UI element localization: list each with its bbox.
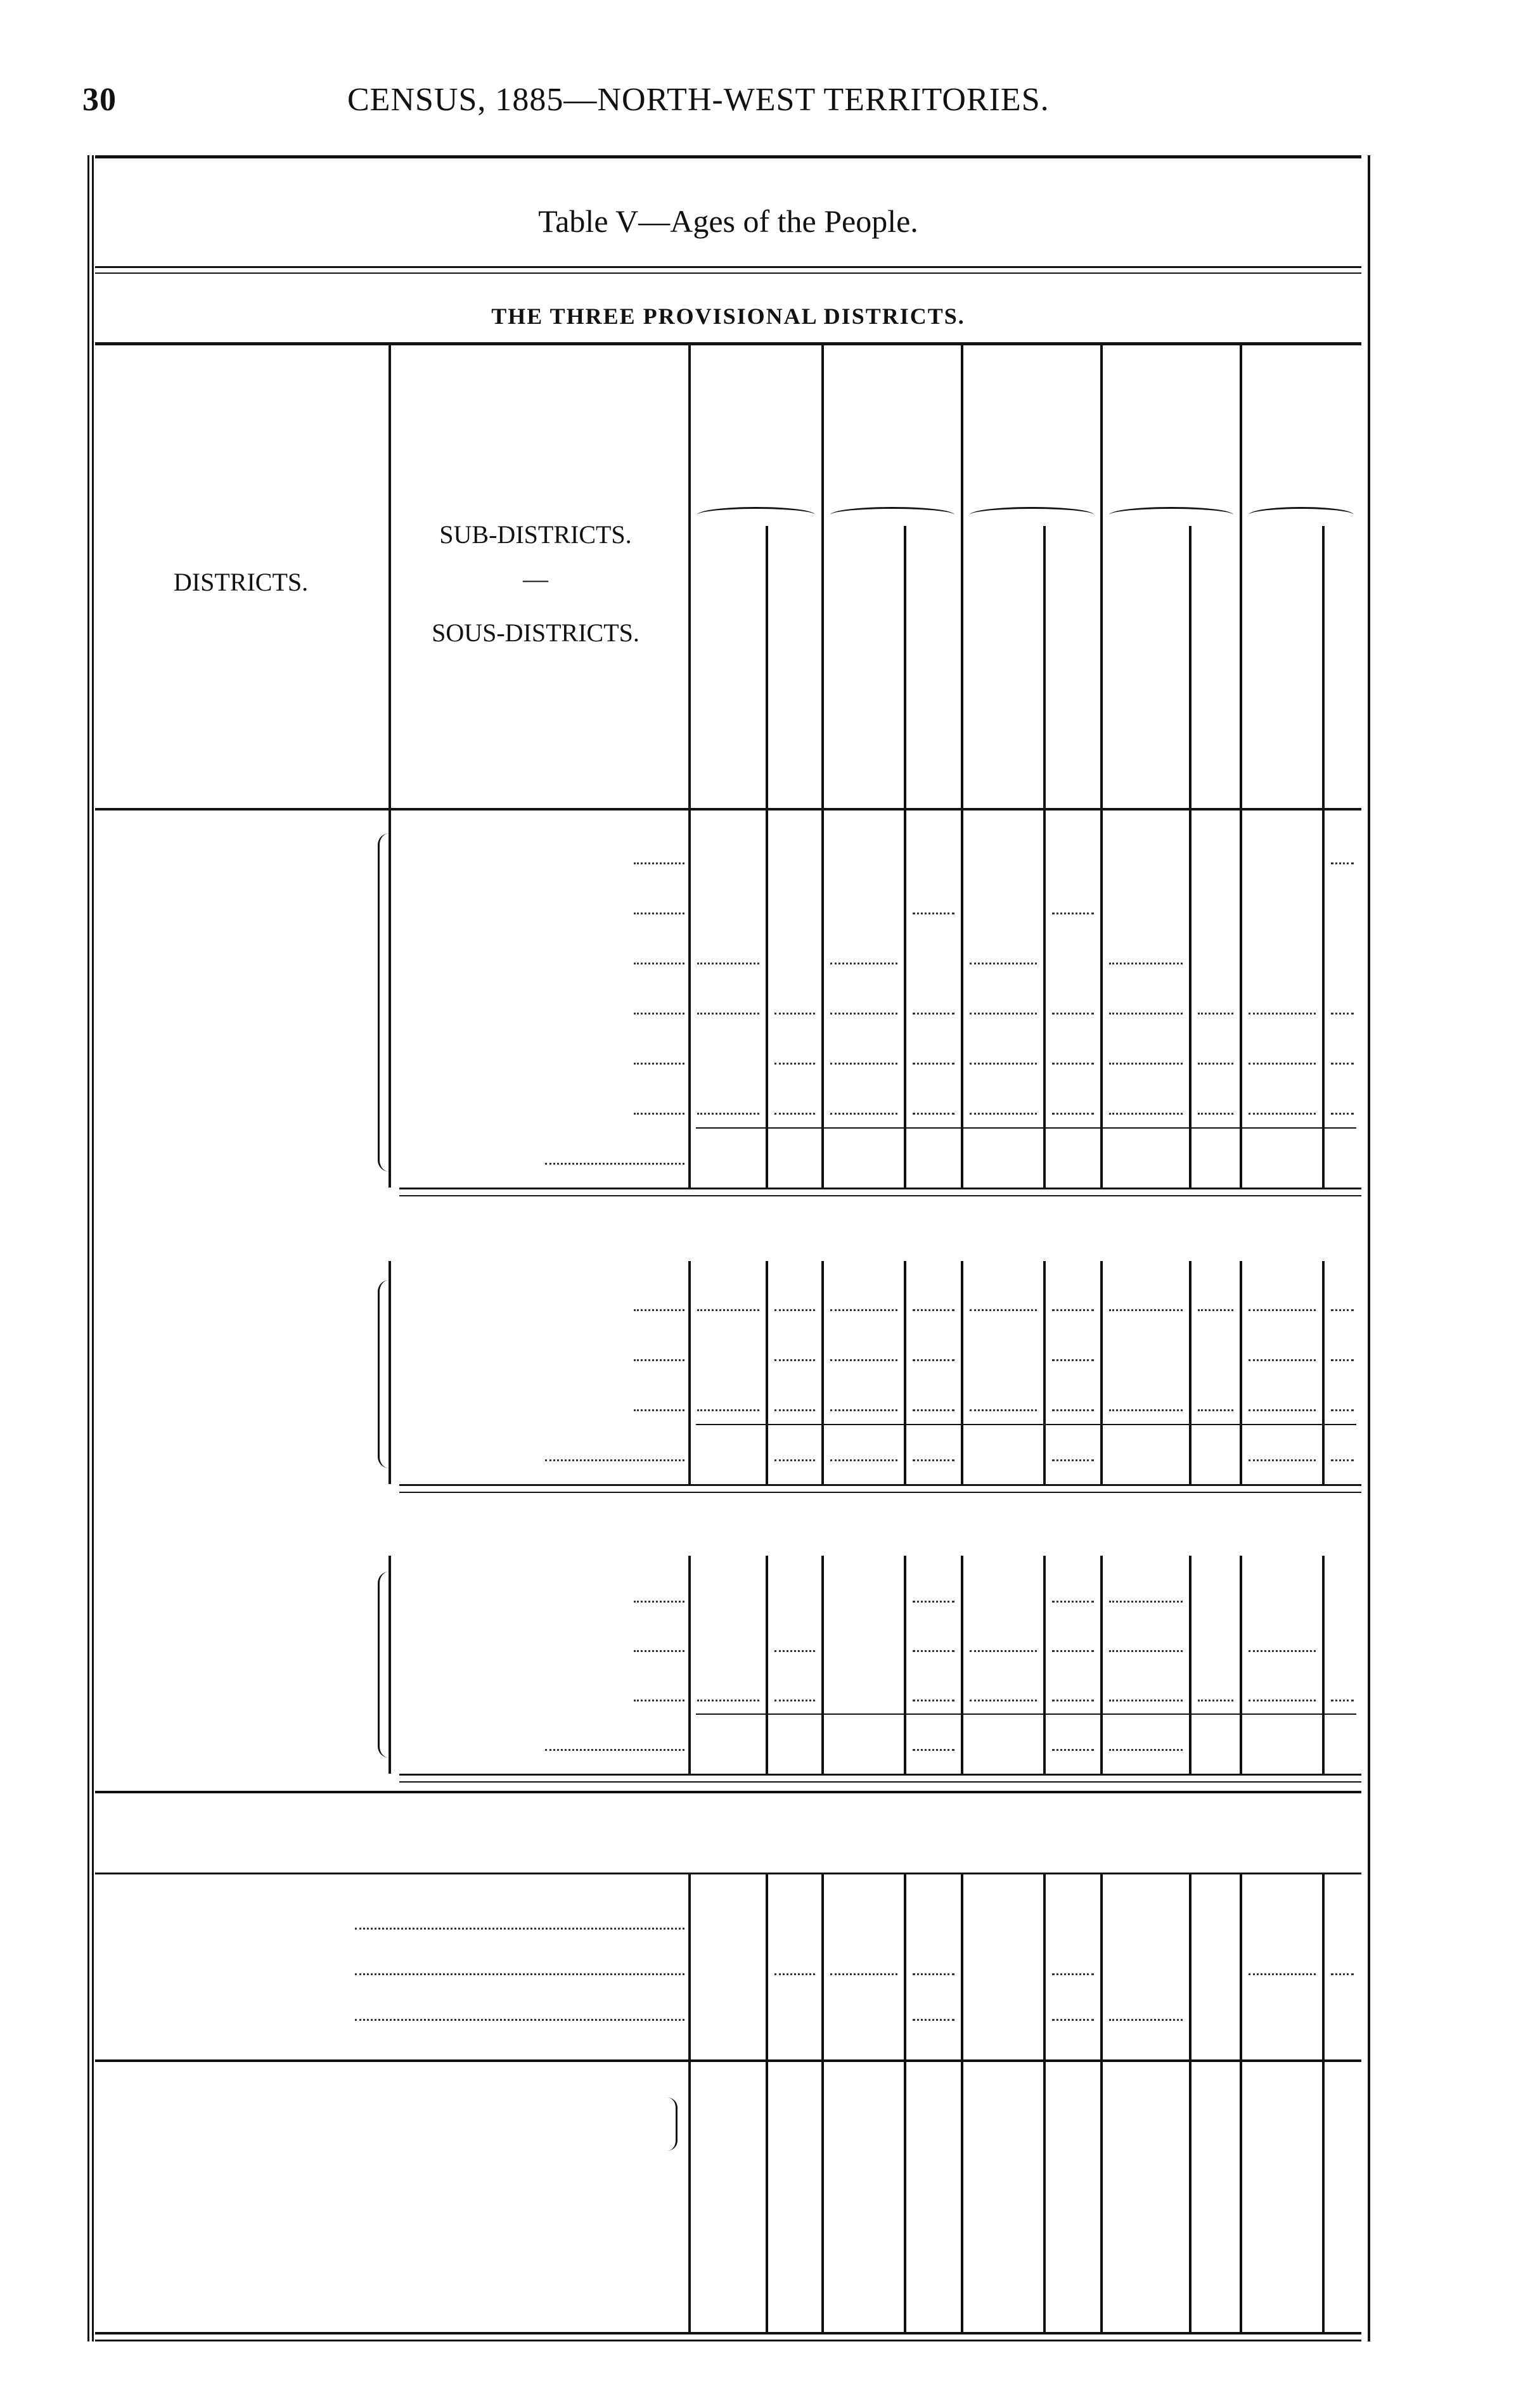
cell-empty [830,1309,897,1311]
cell-empty [830,1973,897,1975]
cell-empty [1052,1409,1094,1411]
cell-empty [1198,1409,1233,1411]
cell-empty [913,2019,954,2021]
table-frame [87,155,1370,2341]
cell-empty [1331,1973,1354,1975]
row-leader [545,1459,684,1461]
cell-empty [1198,1063,1233,1065]
section-bottom-rule [399,1484,1361,1486]
age-group-line [1240,1556,1242,1774]
value-col-line [688,1261,691,1484]
age-group-line [1100,1261,1103,1484]
cell-empty [1331,1309,1354,1311]
cell-empty [774,1063,815,1065]
cell-empty [1109,1700,1183,1701]
cell-empty [913,1749,954,1751]
row-leader [545,1749,684,1751]
brace-icon [1249,507,1354,523]
cell-empty [1331,1013,1354,1015]
section-bottom-rule-2 [399,1492,1361,1493]
sex-col-line [1043,1556,1046,1774]
cell-empty [970,1013,1037,1015]
cell-empty [1331,1063,1354,1065]
cell-empty [1249,1013,1316,1015]
cell-empty [1052,2019,1094,2021]
cell-empty [1052,1063,1094,1065]
age-group-line [821,810,824,1188]
brace-icon [830,507,954,523]
value-col-line [688,810,691,1188]
total-rule [696,1127,1356,1129]
cell-empty [1198,1113,1233,1115]
age-group-line [961,1261,963,1484]
age-group-line [961,1874,963,2332]
subtitle-rule [95,342,1361,345]
cell-empty [1249,1973,1316,1975]
sex-col-line [1322,526,1325,808]
section-bottom-rule [399,1774,1361,1776]
cell-empty [1109,1749,1183,1751]
cell-empty [1249,1063,1316,1065]
table-title: Table V—Ages of the People. [538,203,918,239]
cell-empty [913,913,954,914]
title-rule-2 [95,272,1361,274]
sex-col-line [904,810,906,1188]
age-group-line [1100,1874,1103,2332]
sex-col-line [904,1556,906,1774]
grand-total-leader [355,1928,684,1930]
cell-empty [1331,862,1354,864]
header-bottom-rule [95,808,1361,810]
cell-empty [913,1973,954,1975]
cell-empty [1249,1409,1316,1411]
cell-empty [1052,1601,1094,1603]
cell-empty [970,1113,1037,1115]
cell-empty [1109,2019,1183,2021]
row-leader [634,1359,684,1361]
cell-empty [1052,1459,1094,1461]
cell-empty [830,1459,897,1461]
title-rule [95,266,1361,268]
age-group-line [961,345,963,808]
page-number: 30 [82,82,117,118]
cell-empty [697,963,759,964]
age-group-line [821,345,824,808]
brace-icon [1109,507,1233,523]
sex-col-line [1322,1874,1325,2332]
cell-empty [1052,1650,1094,1652]
row-leader [634,1650,684,1652]
age-group-line [1240,1261,1242,1484]
age-group-line [821,1556,824,1774]
row-leader [634,1700,684,1701]
cell-empty [913,1063,954,1065]
value-col-line [688,1556,691,1774]
cell-empty [774,1359,815,1361]
cell-empty [1052,1013,1094,1015]
cell-empty [1109,1409,1183,1411]
cell-empty [774,1700,815,1701]
districts-bottom-rule [95,1791,1361,1793]
sous-districts-header: SOUS-DISTRICTS. [432,618,639,647]
cell-empty [970,1700,1037,1701]
cell-empty [1198,1013,1233,1015]
age-group-line [1240,1874,1242,2332]
cell-empty [697,1700,759,1701]
total-rule [696,1713,1356,1715]
sex-col-line [1322,810,1325,1188]
cell-empty [1249,1459,1316,1461]
cell-empty [1249,1359,1316,1361]
cell-empty [913,1700,954,1701]
sex-col-line [1043,810,1046,1188]
sex-col-line [904,1261,906,1484]
district-brace [378,1572,395,1758]
sex-col-line [1189,810,1192,1188]
value-col-line [688,1874,691,2332]
table-subtitle: THE THREE PROVISIONAL DISTRICTS. [491,304,965,329]
cell-empty [774,1459,815,1461]
value-col-line [688,345,691,808]
cell-empty [970,1409,1037,1411]
cell-empty [1052,1700,1094,1701]
cell-empty [830,1359,897,1361]
sex-col-line [1322,1261,1325,1484]
grand-total-leader [355,1973,684,1975]
cell-empty [1249,1309,1316,1311]
cell-empty [1109,1113,1183,1115]
sex-col-line [904,1874,906,2332]
cell-empty [830,1409,897,1411]
subdistrict-col-line [389,345,391,808]
cell-empty [1052,1359,1094,1361]
row-leader [634,1013,684,1015]
age-group-line [961,1556,963,1774]
cell-empty [1331,1459,1354,1461]
brace-icon [970,507,1094,523]
grand-totals-bottom-rule [95,2059,1361,2062]
age-group-line [821,1874,824,2332]
cell-empty [1249,1650,1316,1652]
sex-col-line [1189,1874,1192,2332]
sex-col-line [766,1261,768,1484]
sex-col-line [1189,1261,1192,1484]
cell-empty [1109,1063,1183,1065]
cell-empty [830,1013,897,1015]
cell-empty [697,1409,759,1411]
row-leader [634,913,684,914]
cell-empty [1052,913,1094,914]
table-bottom-rule [95,2332,1361,2334]
age-group-line [1100,810,1103,1188]
cell-empty [830,1063,897,1065]
cell-empty [830,963,897,964]
districts-header: DISTRICTS. [173,568,309,596]
cell-empty [970,1309,1037,1311]
cell-empty [1109,1650,1183,1652]
cell-empty [913,1359,954,1361]
cell-empty [1109,1309,1183,1311]
page-title: CENSUS, 1885—NORTH-WEST TERRITORIES. [347,82,1050,118]
cell-empty [913,1459,954,1461]
cell-empty [913,1013,954,1015]
sex-col-line [1189,526,1192,808]
total-rule [696,1424,1356,1425]
cell-empty [1331,1409,1354,1411]
header-dash: — [523,565,548,593]
district-brace [378,833,395,1172]
sex-col-line [1043,1874,1046,2332]
cell-empty [1198,1309,1233,1311]
cell-empty [913,1113,954,1115]
row-leader [634,1309,684,1311]
cell-empty [1052,1113,1094,1115]
row-leader [634,1113,684,1115]
age-group-line [1100,1556,1103,1774]
row-leader [634,1063,684,1065]
grand-total-leader [355,2019,684,2021]
cell-empty [774,1113,815,1115]
cell-empty [1109,1601,1183,1603]
section-bottom-rule-2 [399,1781,1361,1783]
sub-districts-header: SUB-DISTRICTS. [439,520,632,549]
cell-empty [1109,963,1183,964]
age-group-line [1100,345,1103,808]
cell-empty [1052,1973,1094,1975]
section-bottom-rule-2 [399,1195,1361,1196]
age-group-line [1240,345,1242,808]
cell-empty [1052,1749,1094,1751]
cell-empty [913,1650,954,1652]
cell-empty [1198,1700,1233,1701]
sex-col-line [1322,1556,1325,1774]
cell-empty [774,1973,815,1975]
age-group-line [1240,810,1242,1188]
table-bottom-rule-2 [95,2340,1361,2341]
cell-empty [970,1063,1037,1065]
cell-empty [830,1113,897,1115]
sex-col-line [766,526,768,808]
district-brace [378,1280,395,1468]
cell-empty [1331,1359,1354,1361]
cell-empty [774,1409,815,1411]
cell-empty [970,1650,1037,1652]
cell-empty [774,1309,815,1311]
sex-col-line [1189,1556,1192,1774]
cell-empty [913,1409,954,1411]
row-leader [634,862,684,864]
cell-empty [697,1013,759,1015]
sex-col-line [1043,1261,1046,1484]
cell-empty [970,963,1037,964]
row-leader [634,1409,684,1411]
sex-col-line [904,526,906,808]
cell-empty [913,1309,954,1311]
row-leader [634,963,684,964]
cell-empty [774,1650,815,1652]
totals-brace [665,2097,678,2151]
cell-empty [1331,1700,1354,1701]
row-leader [634,1601,684,1603]
brace-icon [697,507,815,523]
cell-empty [1052,1309,1094,1311]
cell-empty [913,1601,954,1603]
cell-empty [697,1113,759,1115]
cell-empty [1249,1700,1316,1701]
cell-empty [697,1309,759,1311]
grand-totals-rule [95,1873,1361,1874]
cell-empty [1331,1113,1354,1115]
cell-empty [774,1013,815,1015]
age-group-line [961,810,963,1188]
sex-col-line [1043,526,1046,808]
sex-col-line [766,810,768,1188]
cell-empty [1109,1013,1183,1015]
section-bottom-rule [399,1188,1361,1189]
row-leader [545,1163,684,1165]
age-group-line [821,1261,824,1484]
sex-col-line [766,1556,768,1774]
cell-empty [1249,1113,1316,1115]
sex-col-line [766,1874,768,2332]
top-rule [95,155,1361,158]
